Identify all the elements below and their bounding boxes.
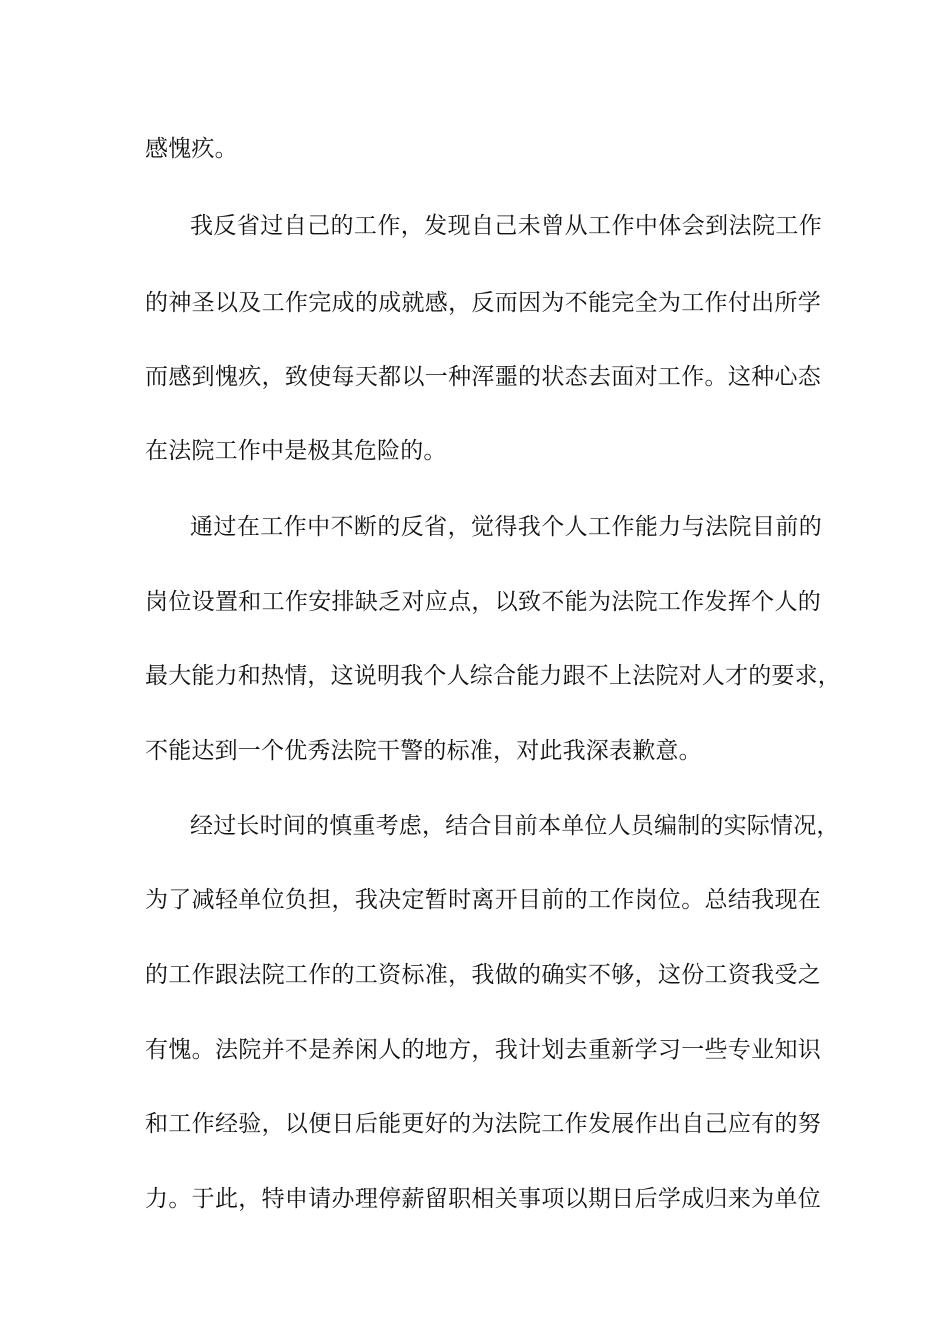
text-line: 在法院工作中是极其危险的。 [145,438,447,464]
text-line: 有愧。法院并不是养闲人的地方，我计划去重新学习一些专业知识 [145,1037,821,1063]
text-line: 力。于此，特申请办理停薪留职相关事项以期日后学成归来为单位 [145,1186,821,1212]
text-line: 而感到愧疚，致使每天都以一种浑噩的状态去面对工作。这种心态 [145,364,821,390]
text-line: 和工作经验，以便日后能更好的为法院工作发展作出自己应有的努 [145,1111,821,1137]
paragraph-start-line: 我反省过自己的工作，发现自己未曾从工作中体会到法院工作 [190,213,822,239]
paragraph-start-line: 通过在工作中不断的反省，觉得我个人工作能力与法院目前的 [190,514,822,540]
text-line: 岗位设置和工作安排缺乏对应点，以致不能为法院工作发挥个人的 [145,589,821,615]
paragraph-start-line: 经过长时间的慎重考虑，结合目前本单位人员编制的实际情况， [190,813,840,839]
text-line: 不能达到一个优秀法院干警的标准，对此我深表歉意。 [145,738,702,764]
text-line: 感愧疚。 [145,136,238,162]
text-line: 为了减轻单位负担，我决定暂时离开目前的工作岗位。总结我现在 [145,887,821,913]
text-line: 最大能力和热情，这说明我个人综合能力跟不上法院对人才的要求， [145,663,841,689]
text-line: 的神圣以及工作完成的成就感，反而因为不能完全为工作付出所学 [145,290,821,316]
text-line: 的工作跟法院工作的工资标准，我做的确实不够，这份工资我受之 [145,962,821,988]
